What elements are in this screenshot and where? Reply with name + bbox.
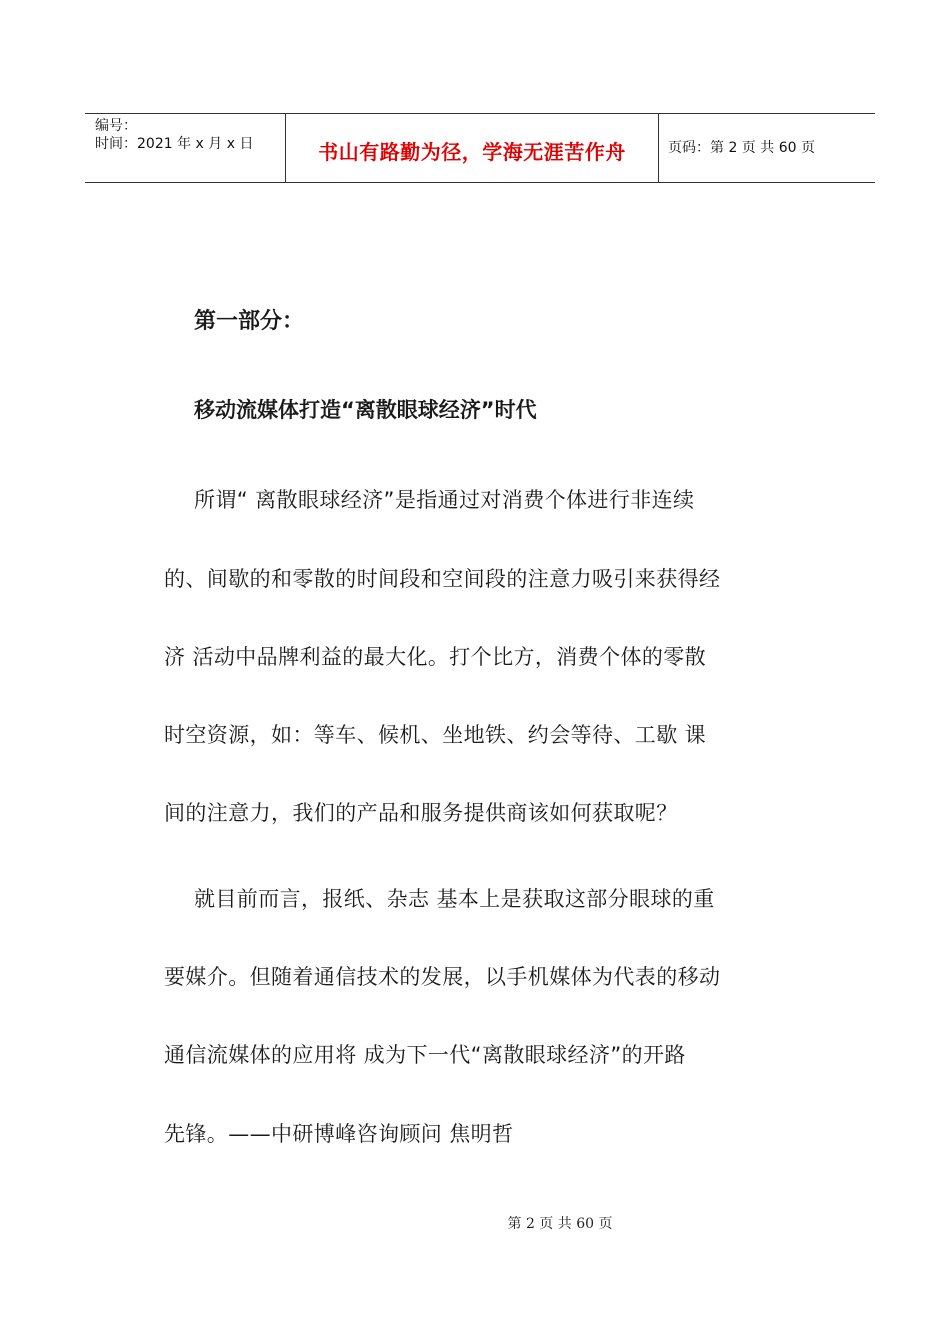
paragraph-line: 所谓“ 离散眼球经济”是指通过对消费个体进行非连续: [194, 488, 695, 512]
header-page-cell: [659, 114, 875, 182]
document-header: [85, 113, 875, 183]
paragraph-line: 间的注意力，我们的产品和服务提供商该如何获取呢？: [164, 801, 678, 825]
paragraph-line: 通信流媒体的应用将 成为下一代“离散眼球经济”的开路: [164, 1043, 686, 1067]
header-motto-cell: [286, 114, 658, 182]
section-title: 第一部分：: [194, 309, 305, 334]
motto-text: 书山有路勤为径，学海无涯苦作舟: [318, 139, 626, 164]
header-meta-cell: [85, 114, 285, 182]
date-label: 时间：2021 年 x 月 x 日: [95, 136, 254, 152]
header-page-info: 页码：第 2 页 共 60 页: [668, 140, 815, 156]
paragraph-line: 就目前而言，报纸、杂志 基本上是获取这部分眼球的重: [194, 887, 715, 911]
footer-page-number: 第 2 页 共 60 页: [507, 1216, 613, 1232]
paragraph-line: 先锋。——中研博峰咨询顾问 焦明哲: [164, 1122, 514, 1146]
paragraph-line: 的、间歇的和零散的时间段和空间段的注意力吸引来获得经: [164, 567, 721, 591]
paragraph-line: 济 活动中品牌利益的最大化。打个比方，消费个体的零散: [164, 645, 707, 669]
serial-number-label: 编号：: [95, 118, 137, 134]
article-title: 移动流媒体打造“离散眼球经济”时代: [194, 398, 537, 422]
paragraph-line: 要媒介。但随着通信技术的发展，以手机媒体为代表的移动: [164, 965, 721, 989]
paragraph-line: 时空资源，如：等车、候机、坐地铁、约会等待、工歇 课: [164, 723, 707, 747]
